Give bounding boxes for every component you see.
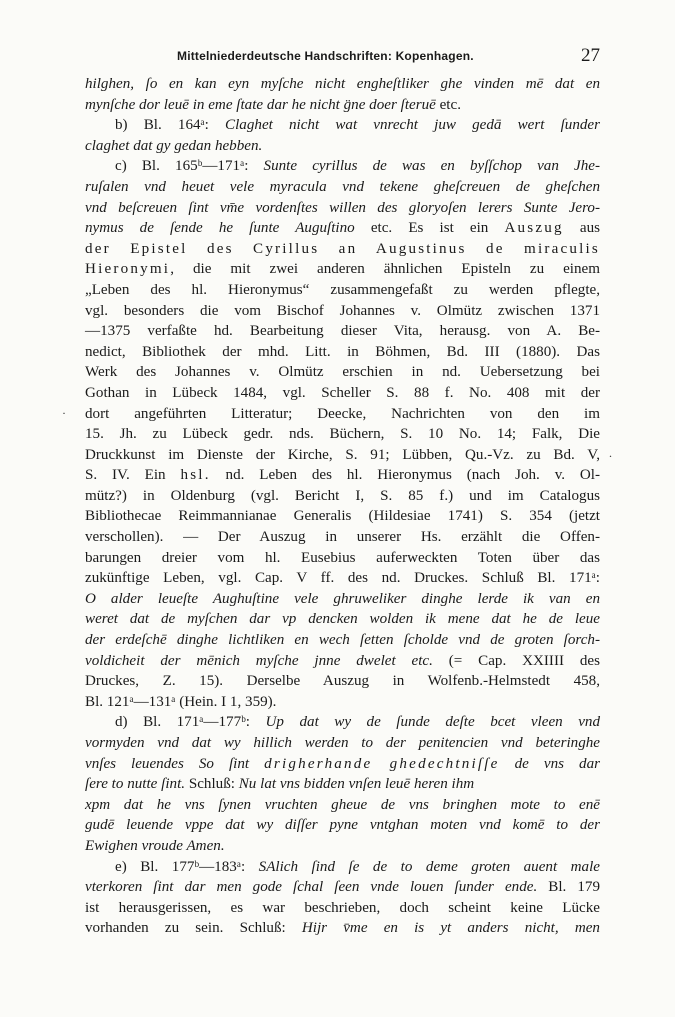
text-line	[85, 630, 600, 651]
text-segment: (= Cap. XXIIII des	[432, 652, 600, 669]
text-line	[85, 506, 600, 527]
text-segment: verschollen). — Der Auszug in unserer Hs. erzählt die Offen-	[85, 529, 600, 546]
text-segment: nymus de ſende he ſunte Auguſtino	[85, 220, 355, 237]
text-line	[85, 486, 600, 507]
text-line	[85, 301, 600, 322]
text-segment: Gothan in Lübeck 1484, vgl. Scheller S. 88 f. No. 408 mit der	[85, 384, 600, 401]
text-segment: Schluß:	[185, 776, 239, 793]
text-segment: b) Bl. 164ᵃ:	[115, 117, 226, 134]
text-segment: Bibliothecae Reimmannianae Generalis (Hildesiae 1741) S. 354 (jetzt	[85, 508, 600, 525]
text-line	[85, 609, 600, 630]
stray-dot-left: ·	[62, 406, 66, 420]
text-segment: S. IV. Ein	[85, 467, 181, 484]
text-line	[85, 342, 600, 363]
text-segment: „Leben des hl. Hieronymus“ zusammengefaßt zu werden pflegte,	[85, 281, 600, 298]
text-line	[85, 795, 600, 816]
text-line	[85, 568, 600, 589]
text-segment: Sunte cyrillus de was en byſſchop van Jhe-	[263, 158, 600, 175]
text-segment: xpm dat he vns ſynen vruchten gheue de vns bringhen mote to enē	[85, 796, 600, 813]
text-segment: SAlich ſind ſe de to deme groten auent male	[258, 858, 600, 875]
body-text	[85, 74, 600, 939]
text-line	[85, 754, 600, 775]
text-line	[85, 651, 600, 672]
text-segment: nd. Leben des hl. Hieronymus (nach Joh. v. Ol-	[210, 467, 601, 484]
text-line	[85, 712, 600, 733]
text-line	[85, 857, 600, 878]
text-line	[85, 198, 600, 219]
text-segment: O alder leueſte Aughuſtine vele ghruweliker dinghe lerde ik van en	[85, 590, 600, 607]
text-segment: Ewighen vroude Amen.	[85, 837, 225, 854]
text-segment: ruſalen vnd heuet vele myracula vnd tekene gheſcreuen de gheſchen	[85, 178, 600, 195]
text-segment: Bl. 179	[537, 879, 600, 896]
text-line	[85, 218, 600, 239]
text-segment: etc. Es ist ein	[354, 220, 505, 237]
text-segment: vormyden vnd dat wy hillich werden to der penitencien vnd beteringhe	[85, 735, 600, 751]
text-segment: nedict, Bibliothek der mhd. Litt. in Böhmen, Bd. III (1880). Das	[85, 343, 600, 360]
text-line	[85, 692, 600, 713]
text-segment: claghet dat gy gedan hebben.	[85, 137, 263, 154]
text-segment: der Epistel des Cyrillus an Augustinus de miraculis	[85, 240, 600, 257]
text-segment: zukünftige Leben, vgl. Cap. V ff. des nd. Druckes. Schluß Bl. 171ᵃ:	[85, 570, 600, 587]
text-segment: voldicheit der mēnich myſche jnne dwelet etc.	[85, 652, 433, 669]
text-segment: hilghen, ſo en kan eyn myſche nicht engheſtliker ghe vinden mē dat en	[85, 76, 600, 92]
text-segment: mynſche dor leuē in eme ſtate dar he nicht g̈ne doer ſteruē	[85, 96, 436, 113]
text-line	[85, 918, 600, 939]
text-segment: 15. Jh. zu Lübeck gedr. nds. Büchern, S. 10 No. 14; Falk, Die	[85, 426, 600, 443]
text-line	[85, 445, 600, 466]
text-segment: c) Bl. 165ᵇ—171ᵃ:	[115, 158, 264, 175]
text-segment: gudē leuende vppe dat wy diſſer pyne vntghan moten vnd komē to der	[85, 817, 600, 834]
text-line	[85, 136, 600, 157]
text-line	[85, 383, 600, 404]
text-segment: der erdeſchē dinghe lichtliken en wech ſetten ſcholde vnd de groten ſorch-	[85, 632, 600, 649]
text-segment: Auszug	[504, 220, 564, 237]
text-line	[85, 424, 600, 445]
text-segment: etc.	[435, 96, 461, 113]
text-segment: Nu lat vns bidden vnſen leuē heren ihm	[238, 776, 475, 793]
text-segment: Claghet nicht wat vnrecht juw gedā wert ſunder	[225, 117, 601, 134]
text-segment: dort angeführten Litteratur; Deecke, Nachrichten von den im	[85, 405, 600, 422]
text-line	[85, 527, 600, 548]
text-line	[85, 156, 600, 177]
text-line	[85, 898, 600, 919]
text-segment: Bl. 121ᵃ—131ᵃ (Hein. I 1, 359).	[85, 693, 277, 710]
text-segment: vgl. besonders die vom Bischof Johannes v. Olmütz zwischen 1371	[85, 302, 600, 319]
text-segment: mütz?) in Oldenburg (vgl. Bericht I, S. 85 f.) und im Catalogus	[85, 487, 600, 504]
page-header	[85, 47, 600, 69]
text-segment: Druckes, Z. 15). Derselbe Auszug in Wolfenb.-Helmstedt 458,	[85, 673, 600, 690]
text-segment: vterkoren ſint dar men gode ſchal ſeen vnde louen ſunder ende.	[85, 879, 538, 896]
text-segment: Werk des Johannes v. Olmütz erschien in nd. Uebersetzung bei	[85, 364, 600, 381]
text-segment: Hieronymi	[85, 261, 171, 278]
text-line	[85, 733, 600, 754]
text-line	[85, 280, 600, 301]
text-segment: —1375 verfaßte hd. Bearbeitung dieser Vita, herausg. von A. Be-	[85, 323, 600, 340]
text-line	[85, 815, 600, 836]
text-segment: vnd beſcreuen ſint vm̄e vordenſtes willen des gloryoſen lerers Sunte Jero-	[85, 199, 600, 216]
text-line	[85, 362, 600, 383]
page-number: 27	[581, 45, 600, 66]
text-segment: d) Bl. 171ᵃ—177ᵇ:	[115, 714, 266, 731]
text-segment: drigherhande ghedechtniſſe	[264, 755, 500, 772]
text-line	[85, 836, 600, 857]
text-segment: aus	[563, 220, 600, 237]
text-segment: Up dat wy de ſunde deſte bcet vleen vnd	[265, 714, 600, 731]
text-line	[85, 115, 600, 136]
text-segment: e) Bl. 177ᵇ—183ᵃ:	[115, 858, 259, 875]
text-segment: ist herausgerissen, es war beschrieben, doch scheint keine Lücke	[85, 899, 600, 916]
stray-dot-right: .	[609, 446, 612, 460]
text-segment: Druckkunst im Dienste der Kirche, S. 91; Lübben, Qu.-Vz. zu Bd. V,	[85, 446, 600, 463]
text-segment: barungen dreier vom hl. Eusebius auferweckten Toten über das	[85, 549, 600, 566]
text-segment: Hijr v̄me en is yt anders nicht, men	[301, 920, 600, 937]
text-line	[85, 95, 600, 116]
text-line	[85, 404, 600, 425]
text-segment: , die mit zwei anderen ähnlichen Episteln zu einem	[170, 261, 600, 278]
text-segment: vorhanden zu sein. Schluß:	[85, 920, 302, 937]
text-segment: vnſes leuendes So ſint	[85, 755, 265, 772]
text-segment: ſere to nutte ſint.	[85, 776, 186, 793]
text-line	[85, 177, 600, 198]
text-segment: weret dat de myſchen dar vp dencken wolden ik mene dat he de leue	[85, 611, 600, 628]
text-line	[85, 239, 600, 260]
running-head: Mittelniederdeutsche Handschriften: Kopenhagen.	[177, 49, 474, 63]
text-segment: de vns dar	[499, 755, 601, 772]
text-line	[85, 548, 600, 569]
text-line	[85, 321, 600, 342]
text-line	[85, 74, 600, 95]
text-line	[85, 589, 600, 610]
text-line	[85, 774, 600, 795]
text-line	[85, 259, 600, 280]
text-line	[85, 671, 600, 692]
text-segment: hsl.	[180, 467, 211, 484]
text-line	[85, 465, 600, 486]
text-line	[85, 877, 600, 898]
